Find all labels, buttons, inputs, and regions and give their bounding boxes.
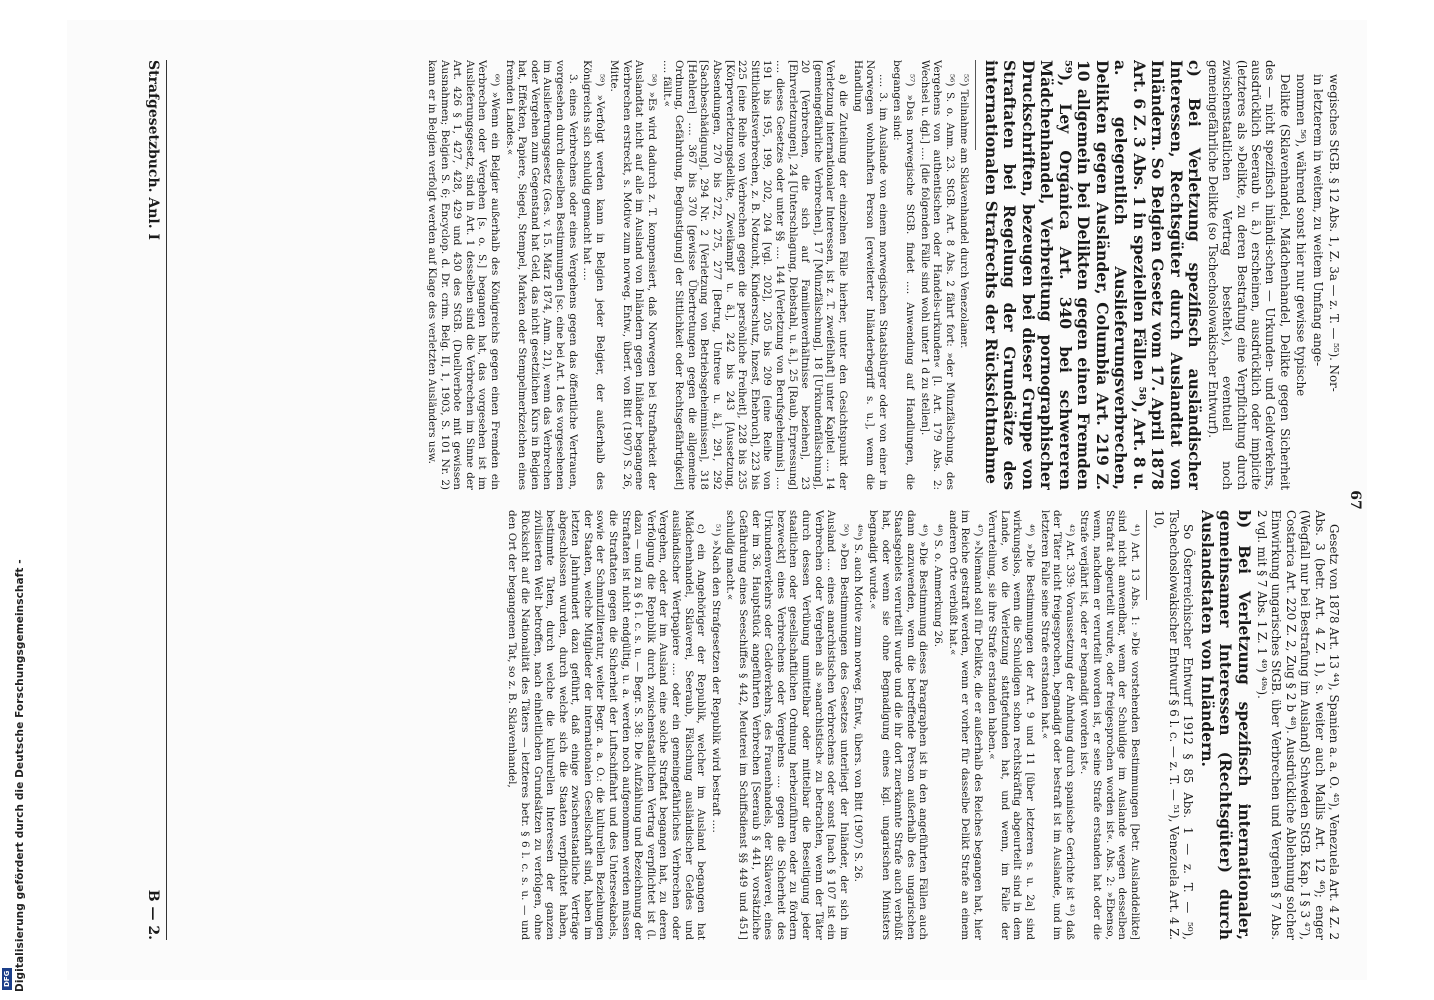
- footnote-paragraph: ⁴⁹) »Die Bestimmung dieses Paragraphen ist in den angeführten Fällen auch dann anzuwenden, wenn die betreffende Person außerhalb des ungarischen Staatsgebiets verurteilt wurde und die ihr dort zuerkannte Strafe auch verbüßt hat, oder wenn sie ohne Begnadigung eines kgl. ungarischen Ministers begnadigt wurde.«: [866, 510, 930, 940]
- footnote-paragraph: c) ein Angehöriger der Republik, welcher im Ausland begangen hat Mädchenhandel, Sklaverei, Seeraub, Fälschung ausländischer Geldes und ausländischer Wertpapiere .... oder ein gemeingefährliches Verbrechen oder Vergehen, oder der im Ausland eine solche Straftat begangen hat, zu deren Verfolgung die Republik durch zwischenstaatlichen Vertrag verpflichtet ist (l. dazu — und zu § 6 l. c. s. u. — Begr. S. 38: Die Aufzählung und Bezeichnung der Straftaten ist nicht endgültig, u. a. werden noch aufgenommen werden müssen die Straftaten gegen die Sicherheit der Luftschiffahrt und des Unterseekabels, sowie der Schmutzliteratur, weiter Begr. a. a. O.: die kulturellen Beziehungen der Staaten, welche Mitglieder der internationalen Gesellschaft sind, haben im letzten Jahrhundert dazu geführt, daß einige zwischenstaatliche Verträge abgeschlossen wurden, durch welche sich die Staaten verpflichtet haben, bestimmte Taten, durch welche die kulturellen Interessen der ganzen zivilisierten Welt betroffen, nach einheitlichen Grundsätzen zu verfolgen, ohne Rücksicht auf die Nationalität des Täters — letzteres betr. § 6 l. c. s. u. — und den Ort der begangenen Tat, so z. B. Sklavenhandel,: [506, 510, 708, 940]
- body-paragraph: wegisches StGB. § 12 Abs. 1, Z. 3a — z. T. — ⁵⁵). Nor-: [1327, 74, 1341, 392]
- footnote-paragraph: ⁶⁰) »Wenn ein Belgier außerhalb des Königreichs gegen einen Fremden ein Verbrechen oder Vergehen [s. o. S.] begangen hat, das vorgesehen ist im Auslieferungsgesetz, sind in Art. 1 desselben sind die Verbrechen im Sinne der Art. 426 § 1, 427, 428, 429 und 430 des StGB. (Duellverbote mit gewissen Ausnahmen; Belgien S. 6; Encyclop. d. Dr. crim. Belg. II, 1, 1903, S. 101 Nr. 2) kann er in Belgien verfolgt werden auf Klage des verletzten Ausländers usw.: [426, 60, 501, 490]
- body-paragraph: in letzterem in weitem, zu weitem Umfang ange-: [1310, 74, 1325, 367]
- footnote-paragraph: ⁵⁷) »Das norwegische StGB. findet .... Anwendung auf Handlungen, die begangen sind:: [891, 60, 916, 490]
- footnote-paragraph: ⁵⁵) Teilnahme am Sklavenhandel durch Venezolaner.: [958, 74, 971, 349]
- page-number: 67: [1347, 490, 1363, 510]
- scanned-page: [67, 20, 1367, 980]
- section-heading: c) Bei Verletzung spezifisch ausländischer Interessen, Rechtsgüter durch Auslandtat von Inländern. So Belgien Gesetz vom 17. April 1878 Art. 6 Z. 3 Abs. 1 in speziellen Fällen ⁵⁸), Art. 8 u. a. gelegentlich Auslieferungsverbrechen, Delikten gegen Ausländer, Columbia Art. 219 Z. 10 allgemein bei Delikten gegen einen Fremden ⁵⁹), Ley Orgánica Art. 340 bei schwereren Mädchenhandel, Verbreitung pornographischer Druckschriften, bezeugen bei dieser Gruppe von Straftaten bei Regelung der Grundsätze des internationalen Strafrechts der Rücksichtnahme: [981, 60, 1205, 490]
- digitization-stripe: [0, 0, 26, 1000]
- footnote-paragraph: 3. eines Verbrechens oder eines Vergehens gegen das öffentliche Vertrauen, vorgesehen durch dieselben Bestimmungen [sc. eine bei Art. 1 des vorgesehenen im Auslieferungsgesetz (Ges. v. 15. März 1874, Anm. 21), wenn das Verbrechen oder Vergehen zum Gegenstand hat Geld, das nicht gesetzlichen Kurs in Belgien hat, Effekten, Papiere, Siegel, Stempel, Marken oder Stempelmerkzeichen eines fremden Landes.«: [503, 60, 579, 490]
- page-footer: [145, 60, 161, 940]
- body-paragraph: Delikte (Sklavenhandel, Mädchenhandel, Delikte gegen Sicherheit des — nicht spezifisch inländi-schen — Urkunden- und Geldverkehrs, ausdrücklich Seeraub u. ä.) erscheinen, ausdrücklich oder implicite (letzteres als »Delikte, zu deren Bestrafung eine Verpflichtung durch zwischenstaatlichen Vertrag besteht«), eventuell noch gemeingefährliche Delikte (so Tschechoslowakischer Entwurf).: [1205, 60, 1292, 490]
- footnote-paragraph: ⁴⁸) S. o. Anmerkung 26.: [931, 524, 944, 648]
- footnote-paragraph: .... 3. im Auslande von einem norwegischen Staatsbürger oder von einer in Norwegen wohnhaften Person [erweiterter Inländerbegriff s. u.], wenn die Handlung: [851, 60, 889, 490]
- body-paragraph: Gesetz von 1878 Art. 13 ⁴⁴), Spanien a. a. O. ⁴⁵), Venezuela Art. 4 Z. 2 Abs. 3 (betr. Art. 4 Z. 1), s. weiter auch Mallis Art. 12 ⁴⁶); enger (Wegfall nur bei Bestrafung im Ausland) Schweden StGB. Kap. I § 3 ⁴⁷), Costarica Art. 220 Z. 2, Zug § 2 b ⁴⁸). Ausdrückliche Ablehnung solcher Einwirkung ungarisches StGB. über Verbrechen und Vergehen § 7 Abs. 2 vgl. mit § 7 Abs. 1 Z. 1 ⁴⁹) ⁴⁹ᵃ).: [1254, 510, 1341, 940]
- footnote-paragraph: a) die Zuteilung der einzelnen Fälle hierher, unter den Gesichtspunkt der Verletzung internationaler Interessen, ist z. T. zweifelhaft] unter Kapitel .... 14 [gemeingefährliche Verbrechen], 17 [Münzfälschung], 18 [Urkundenfälschung], 20 [Verbrechen, die sich auf Familienverhältnisse beziehen], 23 [Ehrverletzungen], 24 [Unterschlagung, Diebstahl, u. ä.], 25 [Raub, Erpressung] .... dieses Gesetzes oder unter §§ .... 144 [Verletzung von Berufsgeheimnis] .... 191 bis 195, 199, 202, 204 [vgl. 202], 205 bis 209 [eine Reihe von Sittlichkeitsverbrechen, z. B. Notzucht, Kinderschutz, Inzest, Ehebruch], 223 bis 225 [eine Reihe von Verbrechen gegen die persönliche Freiheit], 228 bis 235 [Körperverletzungsdelikte, Zweikampf u. ä.], 242 bis 243 [Aussetzung, Absendungen, 270 bis 272, 275, 277 [Betrug, Untreue u. ä.], 291, 292 [Sachbeschädigung], 294 Nr. 2 [Verletzung von Betriebsgeheimnissen], 318 [Hehlerei] .... 367 bis 370 [gewisse Übertretungen gegen die allgemeine Ordnung, Gefährdung, Begünstigung] der Sittlichkeit oder Rechtsgefährtigkeit] .... fällt.«: [660, 60, 849, 490]
- dfg-logo: DFG: [2, 968, 12, 990]
- right-text-column: [171, 510, 1341, 940]
- footnote-paragraph: ⁴²) Art. 339: Voraussetzung der Ahndung durch spanische Gerichte ist ⁴³) daß der Täter nicht freigesprochen, begnadigt oder bestraft ist im Auslande, und im letzteren Falle seine Strafe erstanden hat.«: [1038, 510, 1076, 940]
- footer-rule: [166, 60, 167, 940]
- footnote-paragraph: ⁵⁹) »Verfolgt werden kann in Belgien jeder Belgier, der außerhalb des Königreichs sich schuldig gemacht hat ....: [581, 60, 606, 490]
- footnote-paragraph: ⁴⁶) »Die Bestimmungen der Art. 9 und 11 [über letzteren s. u. 2a] sind wirkungslos, wenn die Schuldigen schon rechtskräftig abgeurteilt sind in dem Lande, wo die Verletzung stattgefunden hat, und wenn, im Falle der Verurteilung, sie ihre Strafe erstanden haben.«: [986, 510, 1037, 940]
- left-text-column: [171, 60, 1341, 490]
- footnote-paragraph: ⁵⁶) S. o. Anm. 23. StGB. Art. 8 Abs. 2 fährt fort: »der Münzfälschung, des Vergehens von authentischen oder Handels-urkunden« [l. Art. 179 Abs. 2: Wechsel u. dgl.] .... [die folgenden Fälle sind wohl unter 1 d zu stellen].: [918, 60, 956, 490]
- footer-left-title: Strafgesetzbuch. Anl. I: [145, 60, 161, 241]
- funding-notice: Digitalisierung gefördert durch die Deutsche Forschungsgemeinschaft -: [14, 559, 26, 992]
- body-paragraph: So Österreichischer Entwurf 1912 § 85 Abs. 1 — z. T. — ⁵⁰), Tschechoslowakischer Entwurf § 6 l. c. — z. T. — ⁵¹), Venezuela Art. 4 Z. 10,: [1152, 510, 1196, 940]
- footnote-paragraph: ⁴¹) Art. 13 Abs. 1: »Die vorstehenden Bestimmungen [betr. Auslanddelikte] sind nicht anwendbar, wenn der Schuldige im Auslande wegen desselben Strafrat abgeurteilt wurde, oder freigesprochen worden ist«. Abs. 2: »Ebenso, wenn, nachdem er verurteilt worden ist, er seine Strafe erstanden hat oder die Strafe verjährt ist, oder er begnadigt worden ist«.: [1078, 510, 1141, 940]
- footnote-paragraph: ⁴⁹ᵃ) S. auch Motive zum norweg. Entw., übers. von Bitt (1907) S. 26.: [852, 524, 865, 882]
- footer-signature-mark: B — 2.: [145, 889, 161, 940]
- footnote-separator: [975, 60, 976, 150]
- footnote-paragraph: ⁵¹) »Nach den Strafgesetzen der Republik wird bestraft ....: [709, 524, 722, 833]
- footnote-separator: [1146, 510, 1147, 600]
- footnote-paragraph: ⁵⁸) »Es wird dadurch z. T. kompensiert, daß Norwegen bei Strafbarkeit der Auslandtat nicht auf alle im Ausland von Inländern gegen Inländer begangene Verbrechen erstreckt, s. Motive zum norweg. Entw., überf. von Bitt (1907) S. 26, Mitte.: [608, 60, 659, 490]
- body-paragraph: nommen ⁵⁶), während sonst hier nur gewisse typische: [1294, 74, 1309, 397]
- footnote-paragraph: ⁵⁰) »Den Bestimmungen des Gesetzes unterliegt der Inländer, der sich im Ausland .... eines anarchistischen Verbrechens oder sonst [nach § 107 ist ein Verbrechen oder Vergehen als »anarchistisch« zu betrachten, wenn der Täter durch dessen Verübung unmittelbar oder mittelbar die Beseitigung jeder staatlichen oder gesellschaftlichen Ordnung herbeizuführen oder zu fördern bezweckt] eines Verbrechens oder Vergehens .... gegen die Sicherheit des Urkundenverkehrs oder Geldverkehrs, des Frauenhandels, der Sklaverei, eines der im 36. Hauptstück angeführten Verbrechen [Seeraub § 441, vorsätzliche Gefährdung eines Seeschiffes § 442, Meuterei im Schiffsdienst §§ 449 und 451] schuldig macht.«: [724, 510, 850, 940]
- section-heading: b) Bei Verletzung spezifisch internationaler, gemeinsamer Interessen (Rechtsgüter) durch Auslandstaten von Inländern.: [1197, 510, 1254, 940]
- footnote-paragraph: ⁴⁷) »Niemand soll für Delikte, die er außerhalb des Reiches begangen hat, hier im Reiche gestraft werden, wenn er vorher für dasselbe Delikt Strafe an einem anderen Orte verbüßt hat.«: [946, 510, 984, 940]
